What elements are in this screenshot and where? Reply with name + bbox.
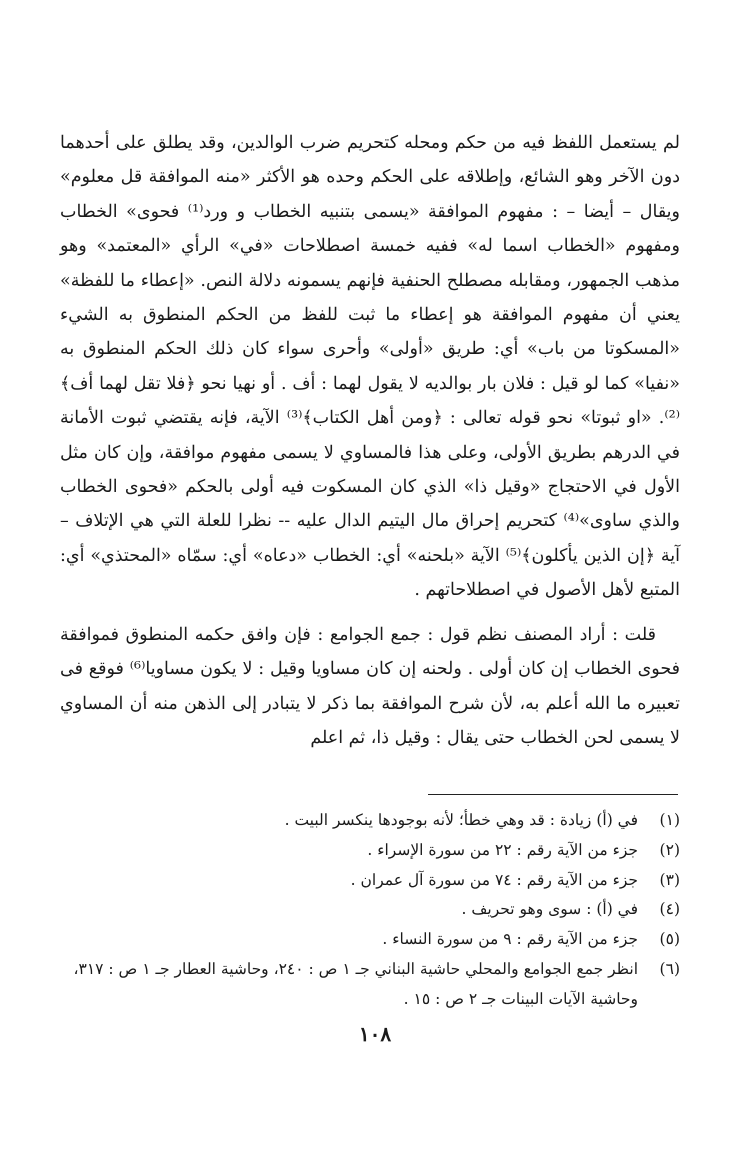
footnote-6 bbox=[60, 955, 680, 1015]
main-text bbox=[60, 126, 680, 755]
paragraph-2: قلت : أراد المصنف نظم قول : جمع الجوامع : فإن وافق حكمه المنطوق فموافقة فحوى الخطاب إن كان أولى . ولحنه إن كان مساويا وقيل : لا يكون مساويا⁽⁶⁾ فوقع فى تعبيره ما الله أعلم به، لأن شرح الموافقة بما ذكر لا يتبادر إلى الذهن منه أن المساوي لا يسمى لحن الخطاب حتى يقال : وقيل ذا، ثم اعلم bbox=[60, 624, 680, 748]
footnote-separator bbox=[428, 794, 678, 795]
footnote-5 bbox=[60, 925, 680, 955]
footnotes-list bbox=[60, 806, 680, 1015]
footnote-number: (٤) bbox=[659, 900, 680, 919]
footnote-number: (٣) bbox=[659, 870, 680, 889]
footnote-1 bbox=[60, 806, 680, 836]
footnote-text: جزء من الآية رقم : ٢٢ من سورة الإسراء . bbox=[367, 840, 638, 859]
paragraph-1: لم يستعمل اللفظ فيه من حكم ومحله كتحريم ضرب الوالدين، وقد يطلق على أحدهما دون الآخر وهو الشائع، وإطلاقه على الحكم وحده هو الأكثر «منه الموافقة قل معلوم» ويقال – أيضا – : مفهوم الموافقة «يسمى بتنبيه الخطاب و ورد⁽¹⁾ فحوى» الخطاب ومفهوم «الخطاب اسما له» ففيه خمسة اصطلاحات «في» الرأي «المعتمد» وهو مذهب الجمهور، ومقابله مصطلح الحنفية فإنهم يسمونه دلالة النص. «إعطاء ما للفظة» يعني أن مفهوم الموافقة هو إعطاء ما ثبت للفظ من الحكم المنطوق به الشيء «المسكوتا من باب» أي: طريق «أولى» وأحرى سواء كان ذلك الحكم المنطوق به «نفيا» كما لو قيل : فلان بار بوالديه لا يقول لهما : أف . أو نهيا نحو ﴿فلا تقل لهما أف﴾⁽²⁾. «او ثبوتا» نحو قوله تعالى : ﴿ومن أهل الكتاب﴾⁽³⁾ الآية، فإنه يقتضي ثبوت الأمانة في الدرهم بطريق الأولى، وعلى هذا فالمساوي لا يسمى مفهوم موافقة، وإن كان مثل الأول في الاحتجاج «وقيل ذا» الذي كان المسكوت فيه أولى بالحكم «فحوى الخطاب والذي ساوى»⁽⁴⁾ كتحريم إحراق مال اليتيم الدال عليه -- نظرا للعلة التي هي الإتلاف – آية ﴿إن الذين يأكلون﴾⁽⁵⁾ الآية «بلحنه» أي: الخطاب «دعاه» أي: سمّاه «المحتذي» أي: المتبع لأهل الأصول في اصطلاحاتهم . bbox=[60, 133, 680, 601]
footnote-text: انظر جمع الجوامع والمحلي حاشية البناني جـ ١ ص : ٢٤٠، وحاشية العطار جـ ١ ص : ٣١٧، وحاشية الآيات البينات جـ ٢ ص : ١٥ . bbox=[73, 959, 638, 1008]
footnote-number: (٥) bbox=[659, 930, 680, 949]
footnote-text: في (أ) زيادة : قد وهي خطأ؛ لأنه بوجودها ينكسر البيت . bbox=[284, 811, 638, 829]
footnote-4 bbox=[60, 895, 680, 925]
footnote-text: جزء من الآية رقم : ٩ من سورة النساء . bbox=[382, 930, 638, 949]
footnote-number: (٢) bbox=[659, 840, 680, 859]
footnote-2 bbox=[60, 836, 680, 866]
footnote-number: (٦) bbox=[659, 959, 680, 978]
footnote-text: في (أ) : سوى وهو تحريف . bbox=[461, 900, 638, 919]
footnote-text: جزء من الآية رقم : ٧٤ من سورة آل عمران . bbox=[350, 870, 638, 889]
page-number: ١٠٨ bbox=[358, 1022, 392, 1046]
footnote-3 bbox=[60, 866, 680, 896]
footnote-number: (١) bbox=[659, 811, 680, 829]
